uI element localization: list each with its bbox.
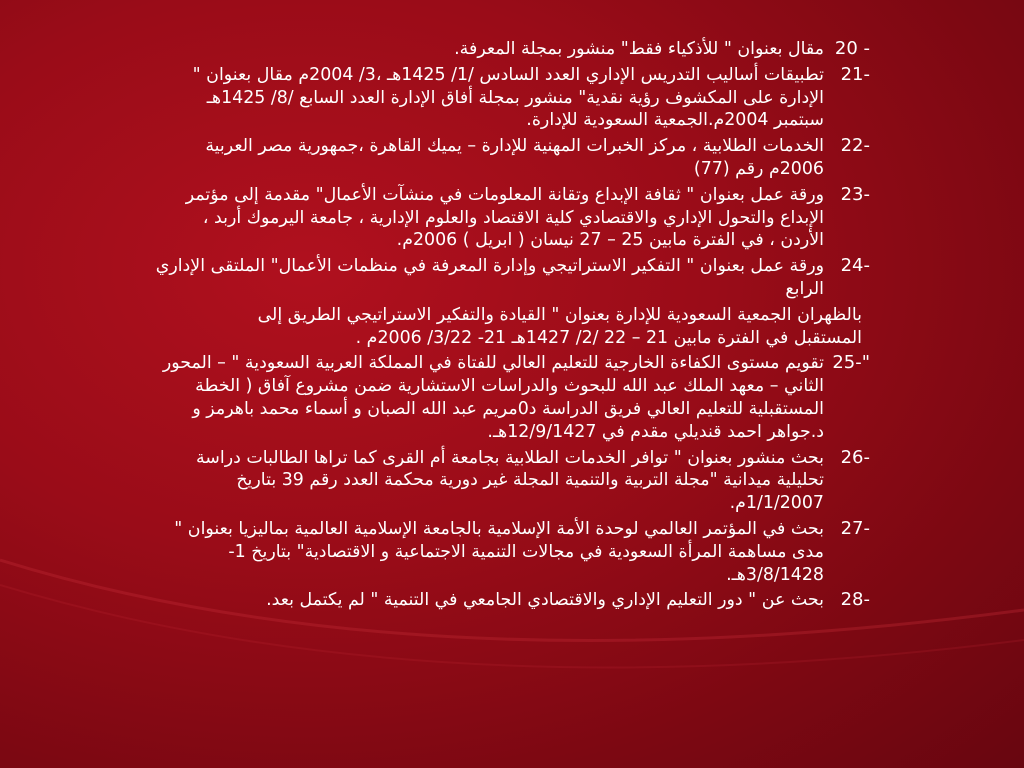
item-text [60, 304, 870, 350]
list-item [60, 518, 870, 586]
item-text [60, 38, 824, 61]
item-text [60, 135, 824, 181]
item-number: 24- [840, 255, 870, 277]
list-item [60, 447, 870, 515]
item-line: تقويم مستوى الكفاءة الخارجية للتعليم العالي للفتاة في المملكة العربية السعودية " – المحور [162, 353, 824, 374]
item-line: المستقبلية للتعليم العالي فريق الدراسة د0مريم عبد الله الصبان و أسماء محمد باهرمز و [192, 398, 824, 419]
item-number: 21- [840, 63, 870, 85]
item-line: سبتمبر 2004م.الجمعية السعودية للإدارة. [526, 110, 824, 131]
item-number: 25-" [832, 352, 870, 374]
item-text [60, 255, 824, 301]
list-item [60, 589, 870, 612]
item-number: 22- [840, 135, 870, 157]
reference-list [60, 38, 870, 615]
item-line: مقال بعنوان " للأذكياء فقط" منشور بمجلة المعرفة. [454, 39, 824, 59]
list-item [60, 135, 870, 181]
item-number: 26- [840, 446, 870, 468]
item-line: بحث عن " دور التعليم الإداري والاقتصادي الجامعي في التنمية " لم يكتمل بعد. [266, 590, 824, 611]
item-line: بحث في المؤتمر العالمي لوحدة الأمة الإسلامية بالجامعة الإسلامية العالمية بماليزيا بعنوان " [174, 518, 824, 539]
list-item [60, 184, 870, 252]
item-line: 3/8/1428هـ. [726, 564, 824, 585]
list-item [60, 304, 870, 350]
item-line: د.جواهر احمد قنديلي مقدم في 12/9/1427هـ. [487, 421, 824, 442]
item-line: ورقة عمل بعنوان " ثقافة الإبداع وتقانة المعلومات في منشآت الأعمال" مقدمة إلى مؤتمر [185, 184, 824, 205]
list-item [60, 38, 870, 61]
list-item [60, 352, 870, 443]
item-line: الرابع [785, 278, 824, 299]
item-text [60, 518, 824, 586]
item-number: 23- [840, 183, 870, 205]
item-number: 28- [840, 589, 870, 611]
item-number: 27- [840, 517, 870, 539]
item-line: الإدارة على المكشوف رؤية نقدية" منشور بمجلة أفاق الإدارة العدد السابع /8/ 1425هـ [206, 87, 824, 108]
item-line: الإبداع والتحول الإداري والاقتصادي كلية الاقتصاد والعلوم الإدارية ، جامعة اليرموك أربد ، [202, 207, 824, 228]
item-text [60, 184, 824, 252]
item-line: مدى مساهمة المرأة السعودية في مجالات التنمية الاجتماعية و الاقتصادية" بتاريخ 1- [228, 541, 824, 562]
item-line: 2006م رقم (77) [693, 158, 824, 179]
list-item [60, 64, 870, 132]
item-line: الثاني – معهد الملك عبد الله للبحوث والدراسات الاستشارية ضمن مشروع آفاق ( الخطة [195, 376, 824, 397]
item-text [60, 447, 824, 515]
item-line: تطبيقات أساليب التدريس الإداري العدد السادس /1/ 1425هـ ،3/ 2004م مقال بعنوان " [192, 64, 824, 85]
item-line: بالظهران الجمعية السعودية للإدارة بعنوان " القيادة والتفكير الاستراتيجي الطريق إلى [257, 304, 862, 325]
item-line: الخدمات الطلابية ، مركز الخبرات المهنية للإدارة – يميك القاهرة ،جمهورية مصر العربية [205, 136, 824, 157]
item-line: تحليلية ميدانية "مجلة التربية والتنمية المجلة غير دورية محكمة العدد رقم 39 بتاريخ [236, 470, 824, 491]
item-text [60, 64, 824, 132]
item-line: ورقة عمل بعنوان " التفكير الاستراتيجي وإدارة المعرفة في منظمات الأعمال" الملتقى الإداري [155, 256, 824, 277]
item-line: المستقبل في الفترة مابين 21 – 22 /2/ 1427هـ 21- 3/22/ 2006م . [355, 327, 862, 348]
item-line: بحث منشور بعنوان " توافر الخدمات الطلابية بجامعة أم القرى كما تراها الطالبات دراسة [195, 447, 824, 468]
item-text [60, 589, 824, 612]
item-text [60, 352, 824, 443]
item-line: 1/1/2007م. [729, 493, 824, 514]
item-number: 20 - [834, 38, 870, 59]
item-line: الأردن ، في الفترة مابين 25 – 27 نيسان ( ابريل ) 2006م. [396, 230, 824, 251]
list-item [60, 255, 870, 301]
